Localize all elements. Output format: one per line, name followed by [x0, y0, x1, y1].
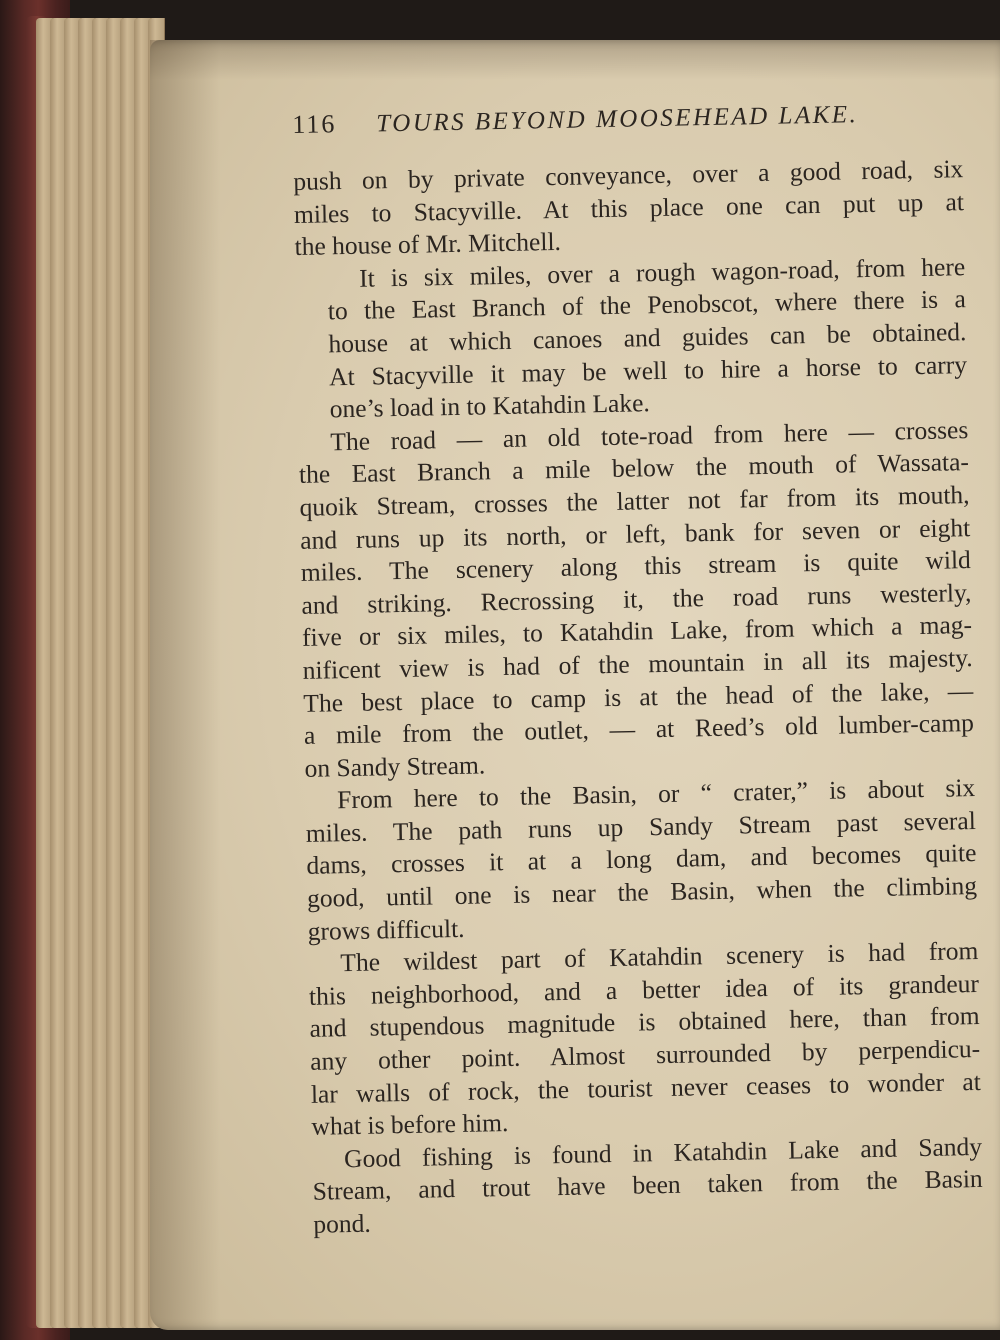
text-line: five or six miles, to Katahdin Lake, from which a mag- — [301, 610, 973, 653]
text-line: pond. — [313, 1208, 372, 1239]
text-line: The road — an old tote-road from here — crosses — [330, 414, 969, 457]
text-line: miles. The scenery along this stream is quite wild — [300, 545, 972, 588]
text-line: good, until one is near the Basin, when the climbing — [306, 871, 978, 913]
gutter-shadow — [150, 40, 220, 1330]
text-line: a mile from the outlet, — at Reed’s old lumber-camp — [303, 708, 975, 750]
paragraph — [293, 153, 965, 264]
paragraph — [308, 935, 982, 1143]
top-shadow — [150, 40, 1000, 80]
text-line: and runs up its north, or left, bank for seven or eight — [299, 512, 971, 555]
text-line: push on by private conveyance, over a good road, six — [293, 154, 964, 196]
text-line: miles. The path runs up Sandy Stream past several — [305, 805, 977, 848]
text-line: Stream, and trout have been taken from the Basin — [312, 1164, 983, 1207]
text-line: Good fishing is found in Katahdin Lake and Sandy — [343, 1131, 983, 1174]
text-line: one’s load in to Katahdin Lake. — [329, 388, 651, 424]
text-line: what is before him. — [311, 1108, 509, 1142]
text-line: miles to Stacyville. At this place one can put up at — [293, 186, 965, 229]
text-line: It is six miles, over a rough wagon-road, from here — [358, 251, 966, 293]
text-line: quoik Stream, crosses the latter not far from its mouth, — [299, 480, 970, 522]
text-line: lar walls of rock, the tourist never ceases to wonder at — [310, 1066, 982, 1109]
text-line: the East Branch a mile below the mouth of Wassata- — [298, 447, 970, 490]
text-line: house at which canoes and guides can be obtained. — [328, 317, 967, 359]
text-line: to the East Branch of the Penobscot, where there is a — [327, 284, 967, 326]
text-line: The best place to camp is at the head of the lake, — — [303, 675, 974, 718]
paragraph — [295, 251, 968, 427]
text-line: nificent view is had of the mountain in all its majesty. — [302, 642, 973, 685]
text-line: From here to the Basin, or “ crater,” is about six — [336, 773, 976, 815]
running-title: TOURS BEYOND MOOSEHEAD LAKE. — [376, 101, 859, 138]
text-line: the house of Mr. Mitchell. — [294, 227, 562, 262]
text-line: and striking. Recrossing it, the road runs westerly, — [301, 577, 972, 620]
page-number: 116 — [292, 109, 337, 139]
text-line: dams, crosses it at a long dam, and becomes quite — [306, 838, 977, 881]
text-line: any other point. Almost surrounded by perpendicu- — [309, 1033, 981, 1076]
paragraph — [312, 1131, 984, 1242]
text-line: and stupendous magnitude is obtained here, than from — [309, 1001, 980, 1044]
paragraph — [298, 414, 975, 785]
text-line: The wildest part of Katahdin scenery is had from — [340, 936, 979, 978]
page-text — [292, 97, 984, 1241]
text-line: this neighborhood, and a better idea of its grandeur — [308, 968, 980, 1011]
text-line: on Sandy Stream. — [304, 750, 486, 783]
paragraph — [305, 772, 978, 948]
text-line: At Stacyville it may be well to hire a horse to carry — [328, 349, 968, 391]
text-line: grows difficult. — [307, 913, 465, 946]
